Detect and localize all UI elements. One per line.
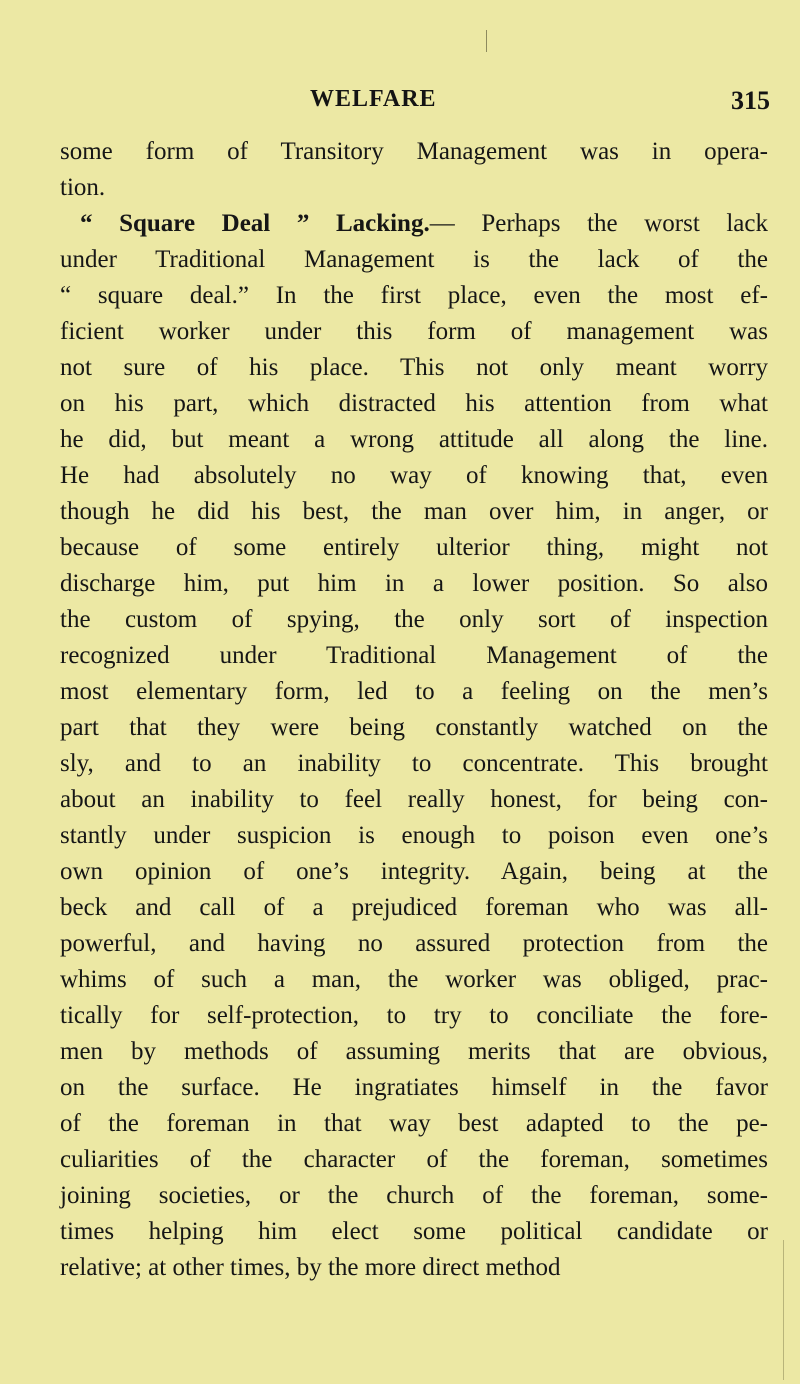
gutter-shadow-line xyxy=(783,1240,784,1380)
text-line: because of some entirely ulterior thing, might not xyxy=(60,534,768,561)
text-line: he did, but meant a wrong attitude all along the line. xyxy=(60,426,768,453)
text-line: the custom of spying, the only sort of inspection xyxy=(60,606,768,633)
text-line: though he did his best, the man over him, in anger, or xyxy=(60,498,768,525)
text-line: not sure of his place. This not only meant worry xyxy=(60,354,768,381)
text-line: of the foreman in that way best adapted to the pe- xyxy=(60,1110,768,1137)
section-heading-line xyxy=(60,206,768,242)
text-line: ficient worker under this form of management was xyxy=(60,318,768,345)
body-text xyxy=(60,134,768,1286)
text-line: times helping him elect some political candidate or xyxy=(60,1218,768,1245)
text-line: on the surface. He ingratiates himself in the favor xyxy=(60,1074,768,1101)
text-line: beck and call of a prejudiced foreman who was all- xyxy=(60,894,768,921)
running-title: WELFARE xyxy=(310,86,437,112)
text-line: stantly under suspicion is enough to poison even one’s xyxy=(60,822,768,849)
text-line: whims of such a man, the worker was obliged, prac- xyxy=(60,966,768,993)
text-line: under Traditional Management is the lack of the xyxy=(60,246,768,273)
text-line: discharge him, put him in a lower position. So also xyxy=(60,570,768,597)
text-line: most elementary form, led to a feeling on the men’s xyxy=(60,678,768,705)
section-heading-continuation: — Perhaps the worst lack xyxy=(429,210,768,237)
text-line: on his part, which distracted his attention from what xyxy=(60,390,768,417)
text-line: own opinion of one’s integrity. Again, being at the xyxy=(60,858,768,885)
text-line: He had absolutely no way of knowing that, even xyxy=(60,462,768,489)
text-line: joining societies, or the church of the foreman, some- xyxy=(60,1182,768,1209)
text-line: about an inability to feel really honest, for being con- xyxy=(60,786,768,813)
text-line: recognized under Traditional Management of the xyxy=(60,642,768,669)
text-line: tically for self-protection, to try to conciliate the fore- xyxy=(60,1002,768,1029)
text-line: tion. xyxy=(60,174,106,201)
page-number: 315 xyxy=(731,86,770,115)
text-line: sly, and to an inability to concentrate. This brought xyxy=(60,750,768,777)
text-line: “ square deal.” In the first place, even the most ef- xyxy=(60,282,768,309)
text-line: powerful, and having no assured protection from the xyxy=(60,930,768,957)
text-line: some form of Transitory Management was in opera- xyxy=(60,138,768,165)
text-line: men by methods of assuming merits that are obvious, xyxy=(60,1038,768,1065)
text-line: culiarities of the character of the foreman, sometimes xyxy=(60,1146,768,1173)
text-line: part that they were being constantly watched on the xyxy=(60,714,768,741)
running-head xyxy=(0,86,800,126)
text-line: relative; at other times, by the more direct method xyxy=(60,1254,561,1281)
paper-speck xyxy=(486,30,487,52)
section-heading: “ Square Deal ” Lacking. xyxy=(80,210,430,237)
